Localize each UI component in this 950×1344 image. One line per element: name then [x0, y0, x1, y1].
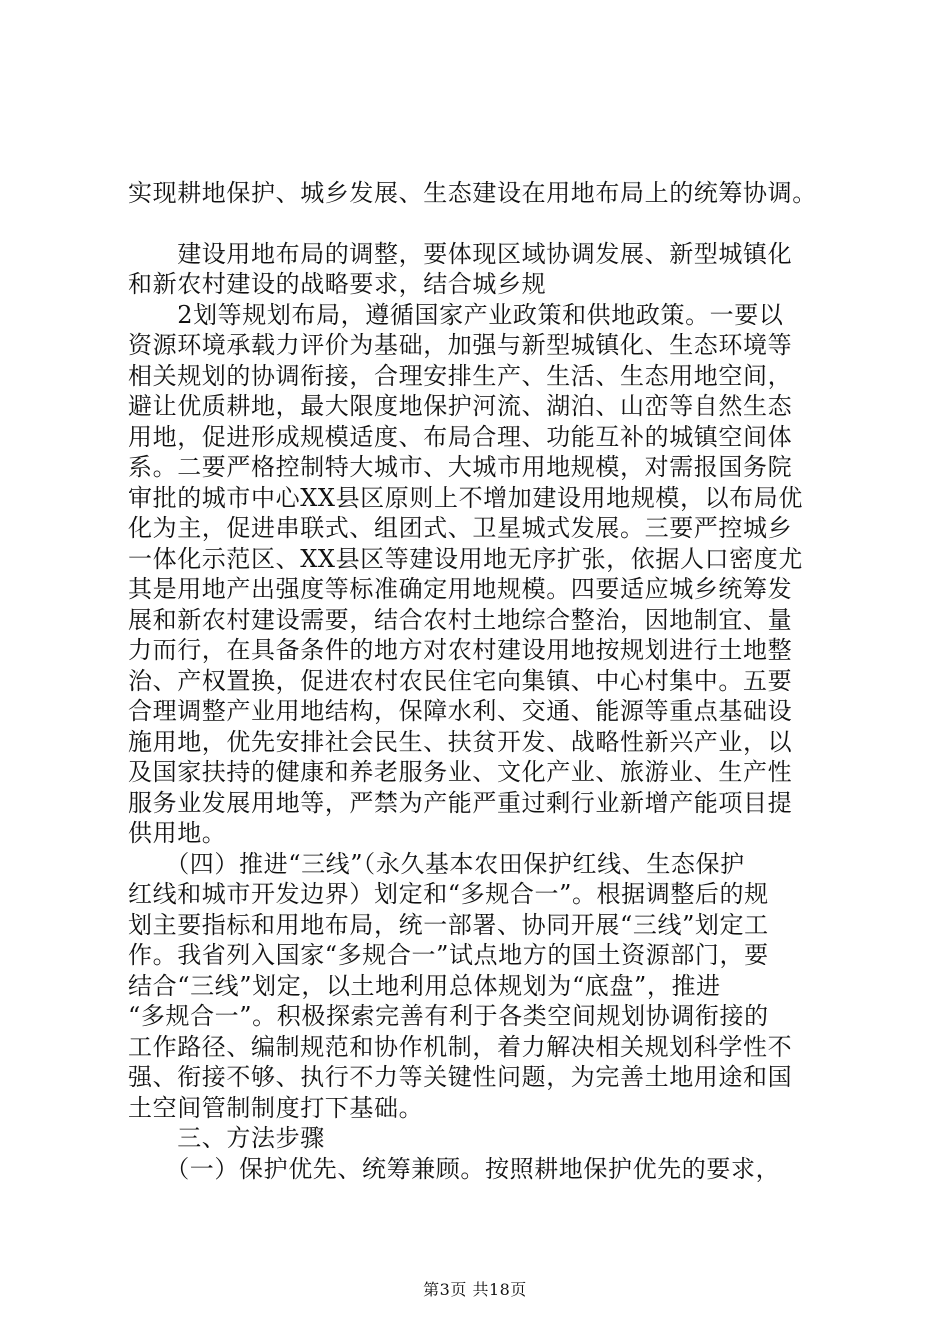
text-line: 审批的城市中心XX县区原则上不增加建设用地规模，以布局优 [128, 484, 803, 512]
text-line: 服务业发展用地等，严禁为产能严重过剩行业新增产能项目提 [128, 789, 793, 817]
text-line: 力而行，在具备条件的地方对农村建设用地按规划进行土地整 [128, 636, 793, 664]
text-line: 化为主，促进串联式、组团式、卫星城式发展。三要严控城乡 [128, 514, 793, 542]
text-line: 和新农村建设的战略要求，结合城乡规 [128, 270, 547, 298]
text-line: 2划等规划布局，遵循国家产业政策和供地政策。一要以 [128, 301, 784, 329]
text-line: 土空间管制制度打下基础。 [128, 1094, 424, 1122]
text-line: 展和新农村建设需要，结合农村土地综合整治，因地制宜、量 [128, 606, 793, 634]
text-line: 实现耕地保护、城乡发展、生态建设在用地布局上的统筹协调。 [128, 179, 817, 207]
text-line: 强、衔接不够、执行不力等关键性问题，为完善土地用途和国 [128, 1063, 793, 1091]
text-line: 合理调整产业用地结构，保障水利、交通、能源等重点基础设 [128, 697, 793, 725]
text-line: 施用地，优先安排社会民生、扶贫开发、战略性新兴产业，以 [128, 728, 793, 756]
text-line: 及国家扶持的健康和养老服务业、文化产业、旅游业、生产性 [128, 758, 793, 786]
text-line: 作。我省列入国家“多规合一”试点地方的国土资源部门，要 [128, 941, 769, 969]
text-line: “多规合一”。积极探索完善有利于各类空间规划协调衔接的 [128, 1002, 769, 1030]
text-line: 用地，促进形成规模适度、布局合理、功能互补的城镇空间体 [128, 423, 793, 451]
text-line: 建设用地布局的调整，要体现区域协调发展、新型城镇化 [128, 240, 793, 268]
text-line: 工作路径、编制规范和协作机制，着力解决相关规划科学性不 [128, 1033, 793, 1061]
text-line: 其是用地产出强度等标准确定用地规模。四要适应城乡统筹发 [128, 575, 793, 603]
text-line: 资源环境承载力评价为基础，加强与新型城镇化、生态环境等 [128, 331, 793, 359]
text-line: 红线和城市开发边界）划定和“多规合一”。根据调整后的规 [128, 880, 769, 908]
text-line: 一体化示范区、XX县区等建设用地无序扩张，依据人口密度尤 [128, 545, 803, 573]
section-heading: 三、方法步骤 [128, 1124, 325, 1152]
text-line: 治、产权置换，促进农村农民住宅向集镇、中心村集中。五要 [128, 667, 793, 695]
text-line: 系。二要严格控制特大城市、大城市用地规模，对需报国务院 [128, 453, 793, 481]
text-line: 结合“三线”划定，以土地利用总体规划为“底盘”，推进 [128, 972, 721, 1000]
text-line: 相关规划的协调衔接，合理安排生产、生活、生态用地空间， [128, 362, 793, 390]
text-line: 避让优质耕地，最大限度地保护河流、湖泊、山峦等自然生态 [128, 392, 793, 420]
text-line: （四）推进“三线”（永久基本农田保护红线、生态保护 [128, 850, 745, 878]
text-line: 划主要指标和用地布局，统一部署、协同开展“三线”划定工 [128, 911, 769, 939]
page-number-footer: 第3页 共18页 [423, 1280, 527, 1299]
text-line: （一）保护优先、统筹兼顾。按照耕地保护优先的要求， [128, 1155, 781, 1183]
text-line: 供用地。 [128, 819, 227, 847]
